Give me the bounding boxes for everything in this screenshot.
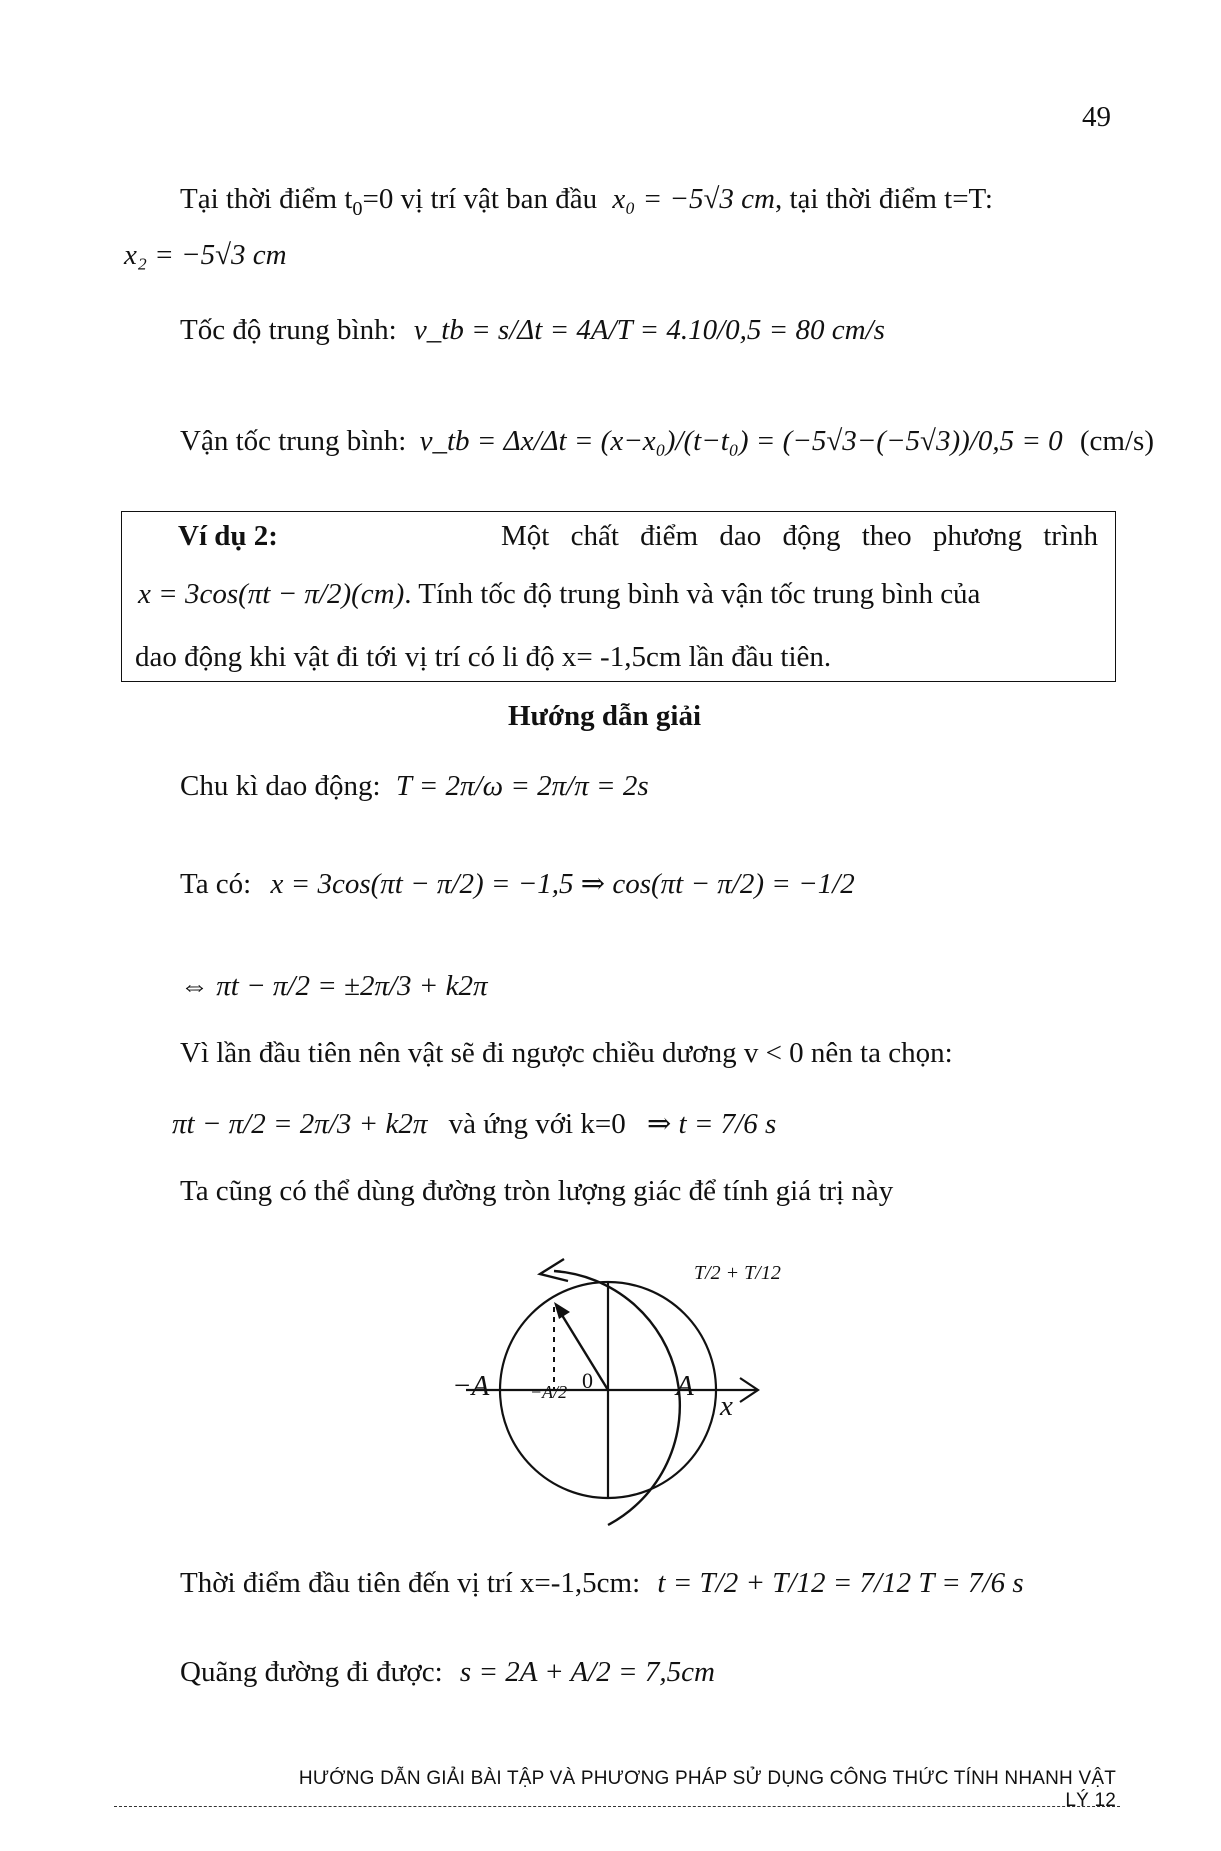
intro-text-a: Tại thời điểm t — [180, 183, 353, 215]
x0-formula: x₀ = −5√3 cm — [612, 183, 775, 215]
equiv-formula: ⇔ πt − π/2 = ±2π/3 + k2π — [180, 970, 488, 1002]
period-line — [180, 770, 649, 803]
example-text-b: . Tính tốc độ trung bình và vận tốc trung bình của — [404, 578, 981, 610]
choose-formula: πt − π/2 = 2π/3 + k2π — [172, 1108, 428, 1140]
label-arc: T/2 + T/12 — [694, 1262, 781, 1284]
label-A: A — [676, 1370, 694, 1402]
distance-line — [180, 1656, 715, 1689]
velocity-formula: v_tb = Δx/Δt = (x−x₀)/(t−t₀) = (−5√3−(−5√3))/0,5 = 0 — [419, 425, 1063, 457]
x2-formula: x₂ = −5√3 cm — [124, 239, 287, 271]
speed-line — [180, 314, 885, 347]
example-equation: x = 3cos(πt − π/2)(cm) — [138, 578, 405, 610]
intro-text-c: , tại thời điểm t=T: — [774, 183, 993, 215]
speed-label: Tốc độ trung bình: — [180, 314, 397, 346]
taco-label: Ta có: — [180, 868, 252, 900]
choose-mid: và ứng với k=0 — [448, 1108, 626, 1140]
intro-text-b: =0 vị trí vật ban đầu — [362, 183, 598, 215]
example-line-2 — [138, 578, 980, 611]
velocity-unit: (cm/s) — [1079, 425, 1154, 457]
example-label: Ví dụ 2: — [178, 520, 278, 552]
choose-result: ⇒ t = 7/6 s — [646, 1108, 777, 1140]
label-origin: 0 — [582, 1368, 593, 1393]
label-minus-A: −A — [452, 1370, 490, 1402]
velocity-label: Vận tốc trung bình: — [180, 425, 407, 457]
intro-sub-0: 0 — [352, 198, 363, 221]
example-text-c: dao động khi vật đi tới vị trí có li độ x= -1,5cm lần đầu tiên. — [135, 641, 832, 673]
speed-formula: v_tb = s/Δt = 4A/T = 4.10/0,5 = 80 cm/s — [413, 314, 885, 346]
period-label: Chu kì dao động: — [180, 770, 381, 802]
circle-text: Ta cũng có thể dùng đường tròn lượng giác để tính giá trị này — [180, 1175, 894, 1207]
period-formula: T = 2π/ω = 2π/π = 2s — [395, 770, 649, 802]
example-text-a: Một chất điểm dao động theo phương trình — [500, 520, 1098, 552]
page-number: 49 — [1082, 101, 1111, 133]
example-line-1 — [178, 520, 1098, 553]
time-formula: t = T/2 + T/12 = 7/12 T = 7/6 s — [657, 1567, 1024, 1599]
choose-line — [172, 1106, 776, 1141]
intro-line-1 — [180, 183, 993, 221]
solution-heading: Hướng dẫn giải — [508, 700, 702, 732]
velocity-line — [180, 425, 1154, 458]
label-x: x — [720, 1390, 733, 1422]
time-label: Thời điểm đầu tiên đến vị trí x=-1,5cm: — [180, 1567, 641, 1599]
rotation-arc — [554, 1271, 680, 1525]
distance-label: Quãng đường đi được: — [180, 1656, 443, 1688]
footer-text: HƯỚNG DẪN GIẢI BÀI TẬP VÀ PHƯƠNG PHÁP SỬ DỤNG CÔNG THỨC TÍNH NHANH VẬT LÝ 12 — [298, 1768, 1116, 1811]
taco-formula: x = 3cos(πt − π/2) = −1,5 ⇒ cos(πt − π/2) = −1/2 — [270, 868, 855, 900]
rotation-arc-arrowhead — [540, 1259, 568, 1281]
radius-arrowhead — [554, 1302, 570, 1319]
taco-line — [180, 866, 855, 901]
time-line — [180, 1567, 1024, 1600]
footer-dashed-line — [114, 1806, 1120, 1807]
label-minus-half-A: −A/2 — [530, 1382, 568, 1402]
distance-formula: s = 2A + A/2 = 7,5cm — [459, 1656, 715, 1688]
choose-text: Vì lần đầu tiên nên vật sẽ đi ngược chiều dương v < 0 nên ta chọn: — [180, 1037, 953, 1069]
